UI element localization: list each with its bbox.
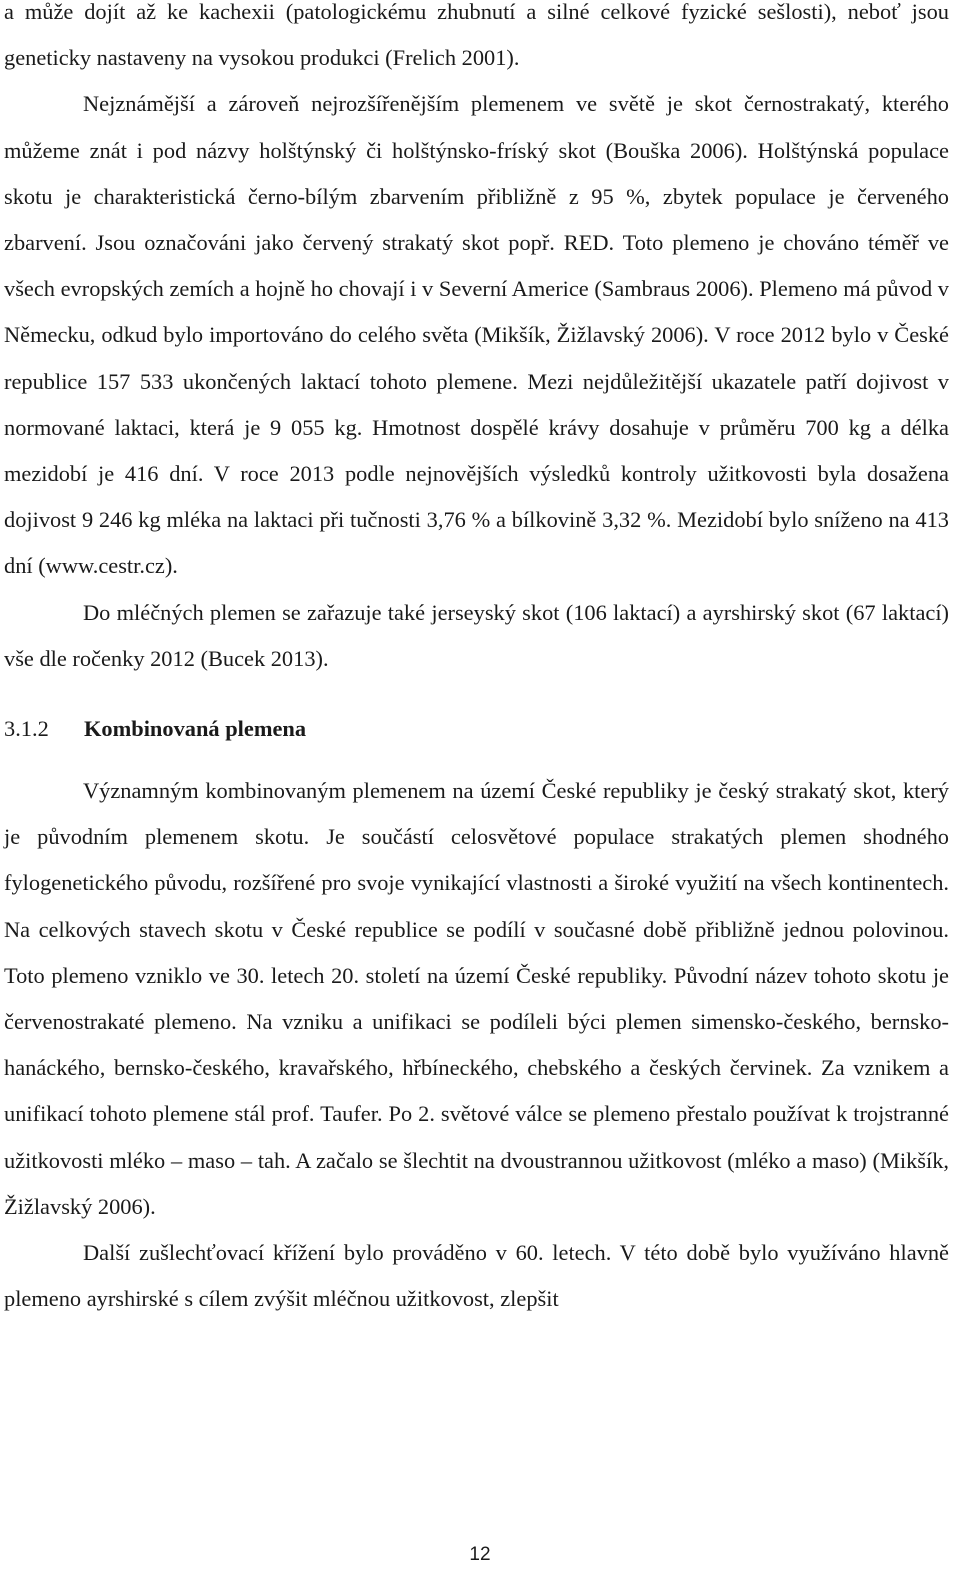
paragraph-crossbreeding: Další zušlechťovací křížení bylo prováděno v 60. letech. V této době bylo využíváno hlavně plemeno ayrshirské s cílem zvýšit mléčnou užitkovost, zlepšit xyxy=(4,1240,949,1312)
document-page xyxy=(4,0,949,1322)
section-number: 3.1.2 xyxy=(4,716,49,742)
page-number: 12 xyxy=(469,1544,491,1565)
paragraph-cachexia: a může dojít až ke kachexii (patologickému zhubnutí a silné celkové fyzické sešlosti), neboť jsou geneticky nastaveny na vysokou produkci (Frelich 2001). xyxy=(4,0,949,71)
paragraph-czech-fleckvieh: Významným kombinovaným plemenem na území České republiky je český strakatý skot, který je původním plemenem skotu. Je součástí celosvětové populace strakatých plemen shodného fylogenetického původu, rozšířené pro svoje vynikající vlastnosti a široké využití na všech kontinentech. Na celkových stavech skotu v České republice se podílí v současné době přibližně jednou polovinou. Toto plemeno vzniklo ve 30. letech 20. století na území České republiky. Původní název tohoto skotu je červenostrakaté plemeno. Na vzniku a unifikaci se podíleli býci plemen simensko-českého, bernsko-hanáckého, bernsko-českého, kravařského, hřbíneckého, chebského a českých červinek. Za vznikem a unifikací tohoto plemene stál prof. Taufer. Po 2. světové válce se plemeno přestalo používat k trojstranné užitkovosti mléko – maso – tah. A začalo se šlechtit na dvoustrannou užitkovost (mléko a maso) (Mikšík, Žižlavský 2006). xyxy=(4,778,949,1219)
section-heading xyxy=(4,706,949,752)
section-title: Kombinovaná plemena xyxy=(84,716,307,742)
paragraph-holstein: Nejznámější a zároveň nejrozšířenějším plemenem ve světě je skot černostrakatý, kterého můžeme znát i pod názvy holštýnský či holštýnsko-fríský skot (Bouška 2006). Holštýnská populace skotu je charakteristická černo-bílým zbarvením přibližně z 95 %, zbytek populace je červeného zbarvení. Jsou označováni jako červený strakatý skot popř. RED. Toto plemeno je chováno téměř ve všech evropských zemích a hojně ho chovají i v Severní Americe (Sambraus 2006). Plemeno má původ v Německu, odkud bylo importováno do celého světa (Mikšík, Žižlavský 2006). V roce 2012 bylo v České republice 157 533 ukončených laktací tohoto plemene. Mezi nejdůležitější ukazatele patří dojivost v normované laktaci, která je 9 055 kg. Hmotnost dospělé krávy dosahuje v průměru 700 kg a délka mezidobí je 416 dní. V roce 2013 podle nejnovějších výsledků kontroly užitkovosti byla dosažena dojivost 9 246 kg mléka na laktaci při tučnosti 3,76 % a bílkovině 3,32 %. Mezidobí bylo sníženo na 413 dní (www.cestr.cz). xyxy=(4,91,949,579)
paragraph-dairy-breeds: Do mléčných plemen se zařazuje také jerseyský skot (106 laktací) a ayrshirský skot (67 laktací) vše dle ročenky 2012 (Bucek 2013). xyxy=(4,599,949,671)
